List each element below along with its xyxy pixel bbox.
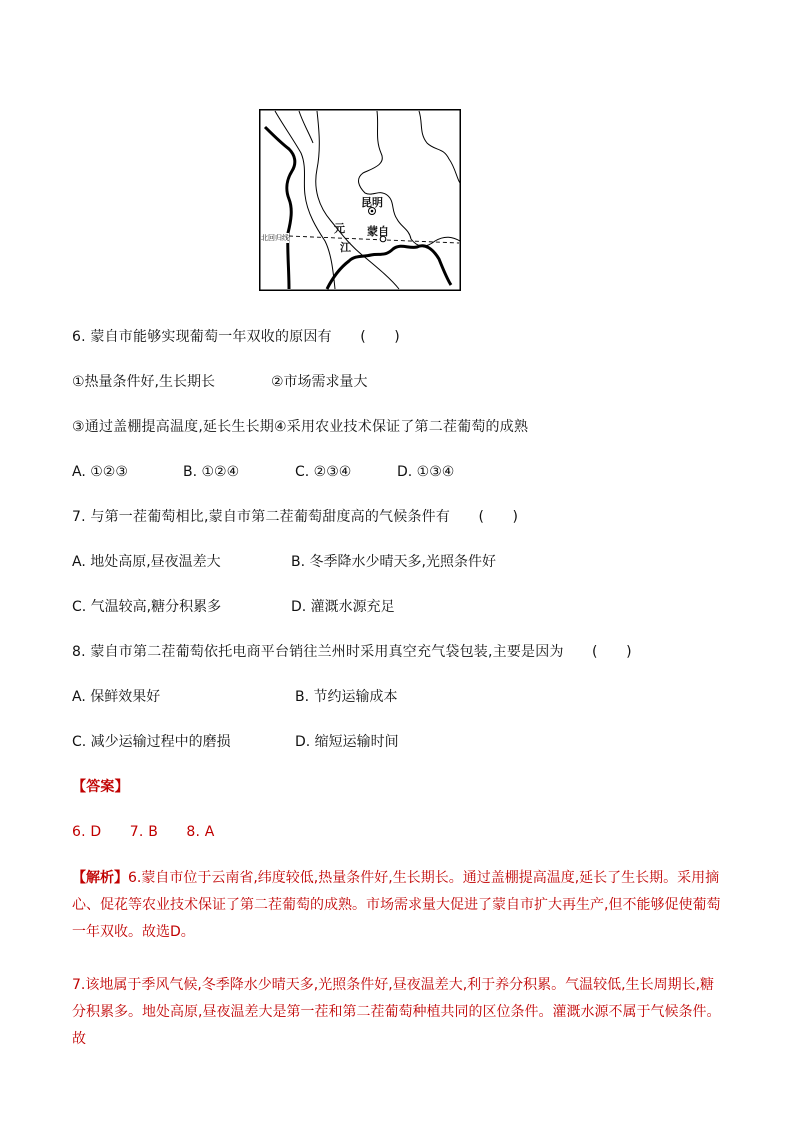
analysis-q7-text: 7.该地属于季风气候,冬季降水少晴天多,光照条件好,昼夜温差大,利于养分积累。气温较低,生长周期长,糖分积累多。地处高原,昼夜温差大是第一茬和第二茬葡萄种植共同的区位条件。灌溉水源不属于气候条件。故 <box>72 977 721 1047</box>
map-label-tropic: 北回归线 <box>261 234 289 242</box>
q7-stem: 7. 与第一茬葡萄相比,蒙自市第二茬葡萄甜度高的气候条件有 ( ) <box>72 509 519 525</box>
analysis-q6 <box>72 865 724 946</box>
analysis-q6-text: 6.蒙自市位于云南省,纬度较低,热量条件好,生长期长。通过盖棚提高温度,延长了生长期。采用摘心、促花等农业技术保证了第二茬葡萄的成熟。市场需求量大促进了蒙自市扩大再生产,但不能够促使葡萄一年双收。故选D。 <box>72 870 721 940</box>
answer-values: 6. D 7. B 8. A <box>72 824 215 840</box>
answer-heading: 【答案】 <box>72 779 129 795</box>
map-figure <box>259 109 461 291</box>
q7-option-a: A. 地处高原,昼夜温差大 <box>72 554 221 570</box>
map-label-kunming: 昆明 <box>361 196 383 209</box>
q6-option-d: D. ①③④ <box>397 464 455 480</box>
map-label-jiang: 江 <box>340 241 351 254</box>
q8-option-c: C. 减少运输过程中的磨损 <box>72 734 231 750</box>
q6-statement-1: ①热量条件好,生长期长 <box>72 374 216 390</box>
q6-option-b: B. ①②④ <box>183 464 240 480</box>
q6-statement-3-4: ③通过盖棚提高温度,延长生长期④采用农业技术保证了第二茬葡萄的成熟 <box>72 419 529 435</box>
q7-option-b: B. 冬季降水少晴天多,光照条件好 <box>291 554 496 570</box>
map-label-mengzi: 蒙自 <box>367 225 389 238</box>
q7-option-d: D. 灌溉水源充足 <box>291 599 395 615</box>
q8-stem: 8. 蒙自市第二茬葡萄依托电商平台销往兰州时采用真空充气袋包装,主要是因为 ( ) <box>72 644 632 660</box>
q6-option-a: A. ①②③ <box>72 464 128 480</box>
q8-option-d: D. 缩短运输时间 <box>295 734 399 750</box>
q8-option-a: A. 保鲜效果好 <box>72 689 161 705</box>
q6-option-c: C. ②③④ <box>295 464 352 480</box>
q6-statement-2: ②市场需求量大 <box>271 374 368 390</box>
map-label-yuan: 元 <box>334 222 345 235</box>
analysis-heading: 【解析】 <box>72 870 128 886</box>
q7-option-c: C. 气温较高,糖分积累多 <box>72 599 222 615</box>
q8-option-b: B. 节约运输成本 <box>295 689 398 705</box>
q6-stem: 6. 蒙自市能够实现葡萄一年双收的原因有 ( ) <box>72 329 400 345</box>
